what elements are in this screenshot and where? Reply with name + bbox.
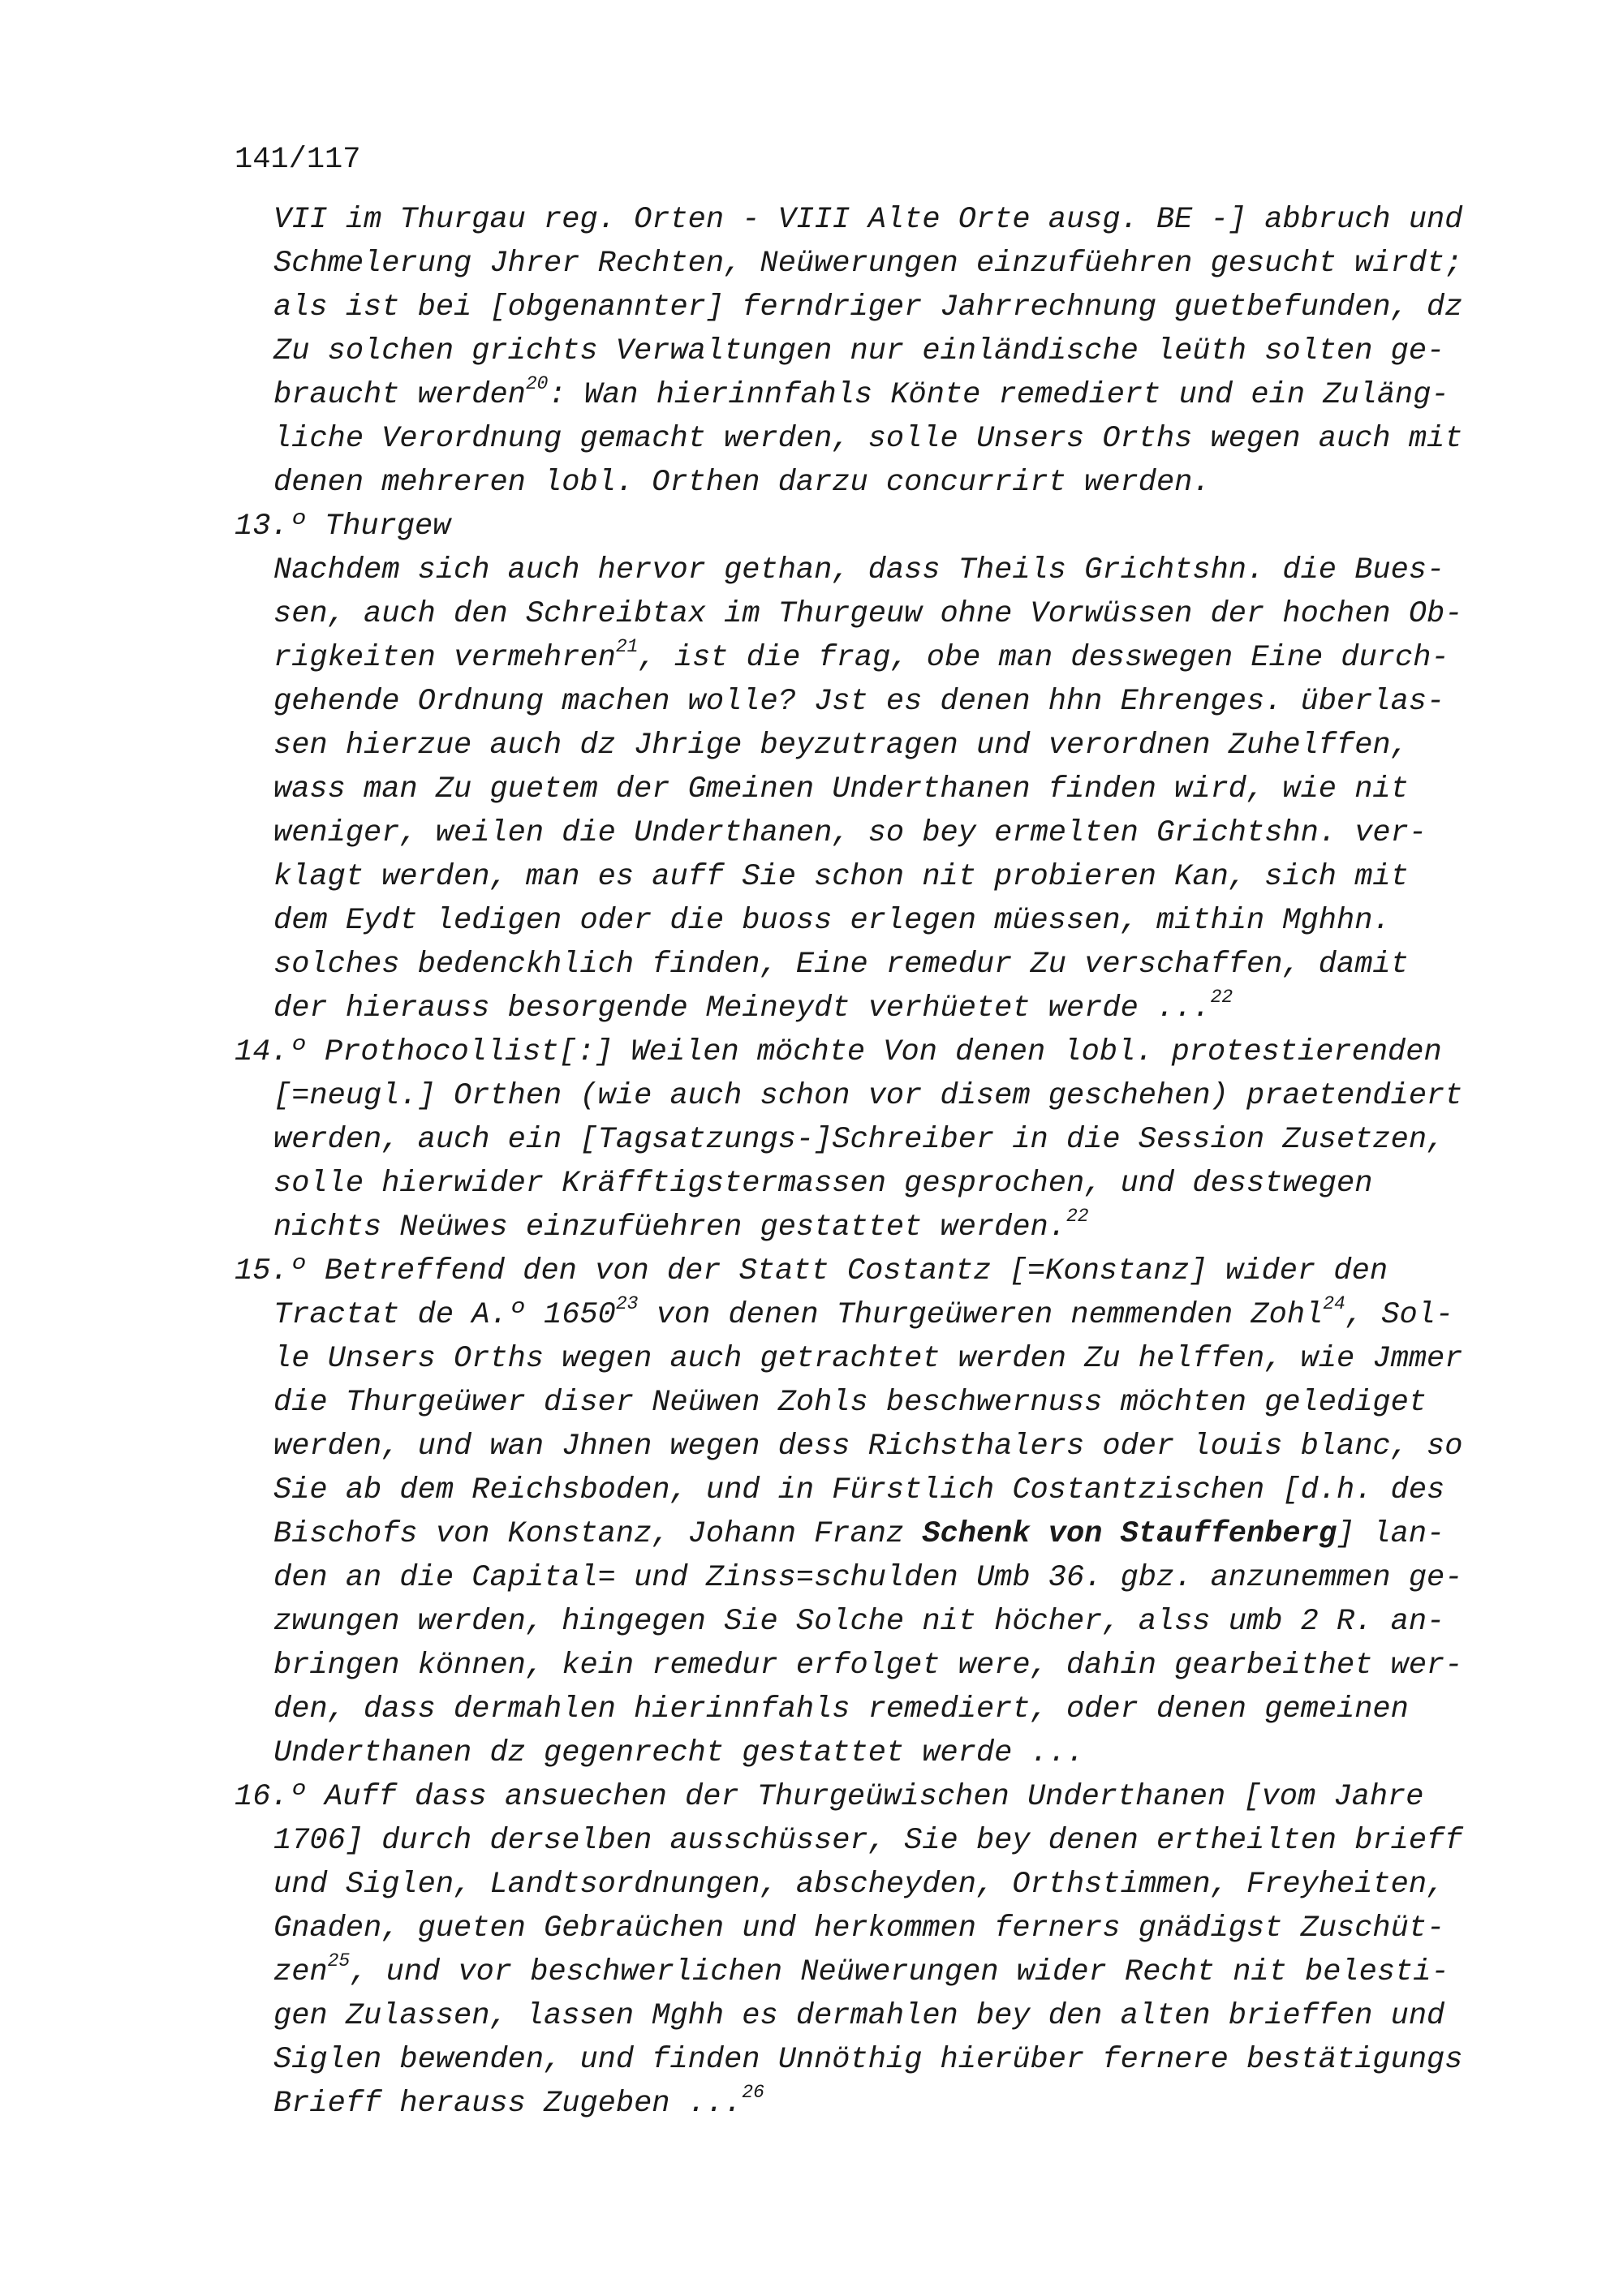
text-line: [273, 724, 1500, 767]
line-text: , ist die frag, obe man desswegen Eine durch-: [638, 641, 1449, 675]
text-line: [273, 1863, 1500, 1907]
line-text: Siglen bewenden, und finden Unnöthig hierüber fernere bestätigungs: [273, 2043, 1463, 2077]
text-line: [273, 1950, 1500, 1994]
line-text: und Siglen, Landtsordnungen, abscheyden, Orthstimmen, Freyheiten,: [273, 1868, 1445, 1902]
line-text: als ist bei [obgenannter] ferndriger Jahrrechnung guetbefunden, dz: [273, 290, 1463, 325]
line-text: klagt werden, man es auff Sie schon nit probieren Kan, sich mit: [273, 860, 1409, 894]
text-line: [273, 1644, 1500, 1688]
line-text: den, dass dermahlen hierinnfahls remediert, oder denen gemeinen: [273, 1692, 1409, 1726]
line-text: den an die Capital= und Zinss=schulden Umb 36. gbz. anzunemmen ge-: [273, 1561, 1463, 1595]
text-line: [273, 1425, 1500, 1468]
line-text: braucht werden: [273, 378, 526, 412]
text-line: [273, 680, 1500, 724]
line-text: Gnaden, gueten Gebraüchen und herkommen ferners gnädigst Zuschüt-: [273, 1911, 1445, 1946]
text-line: [273, 1688, 1500, 1731]
line-text: von denen Thurgeüweren nemmenden Zohl: [638, 1298, 1324, 1332]
text-line: [273, 198, 1500, 242]
line-text: denen mehreren lobl. Orthen darzu concurrirt werden.: [273, 466, 1211, 500]
footnote-marker: 23: [615, 1292, 639, 1314]
line-text: Nachdem sich auch hervor gethan, dass Theils Grichtshn. die Bues-: [273, 553, 1445, 587]
line-text: weniger, weilen die Underthanen, so bey ermelten Grichtshn. ver-: [273, 816, 1427, 850]
text-line: [273, 636, 1500, 680]
text-line: [273, 1907, 1500, 1950]
line-text: Schmelerung Jhrer Rechten, Neüwerungen einzufüehren gesucht wirdt;: [273, 247, 1463, 281]
line-text: [=neugl.] Orthen (wie auch schon vor disem geschehen) praetendiert: [273, 1079, 1463, 1113]
text-line: [273, 1819, 1500, 1863]
footnote-marker: 25: [327, 1950, 351, 1971]
text-line: [273, 329, 1500, 373]
text-line: [273, 1337, 1500, 1381]
line-text: Sie ab dem Reichsboden, und in Fürstlich Costantzischen [d.h. des: [273, 1473, 1445, 1507]
section-heading-line: [235, 1030, 1500, 1074]
line-text: Brieff herauss Zugeben ...: [273, 2087, 743, 2121]
line-text: 16.º Auff dass ansuechen der Thurgeüwischen Underthanen [vom Jahre: [235, 1780, 1424, 1814]
section-heading-line: [235, 1775, 1500, 1819]
line-text: sen hierzue auch dz Jhrige beyzutragen und verordnen Zuhelffen,: [273, 729, 1409, 763]
page-number: 141/117: [235, 143, 361, 177]
text-line: [273, 1206, 1500, 1249]
text-line: [273, 548, 1500, 592]
line-text: 15.º Betreffend den von der Statt Costantz [=Konstanz] wider den: [235, 1254, 1388, 1288]
line-text: 13.º Thurgew: [235, 510, 451, 544]
footnote-marker: 22: [1065, 1205, 1089, 1227]
text-line: [273, 1074, 1500, 1118]
line-text: der hierauss besorgende Meineydt verhüetet werde ...: [273, 991, 1211, 1025]
line-text: die Thurgeüwer diser Neüwen Zohls beschwernuss möchten gelediget: [273, 1386, 1427, 1420]
line-text: bringen können, kein remedur erfolget were, dahin gearbeithet wer-: [273, 1649, 1463, 1683]
text-line: [273, 1731, 1500, 1775]
text-line: [273, 417, 1500, 461]
footnote-marker: 26: [742, 2081, 764, 2103]
line-text: wass man Zu guetem der Gmeinen Underthanen finden wird, wie nit: [273, 772, 1409, 806]
line-text: nichts Neüwes einzufüehren gestattet werden.: [273, 1210, 1066, 1245]
line-text: solle hierwider Kräfftigstermassen gesprochen, und desstwegen: [273, 1167, 1373, 1201]
section-heading-line: [235, 505, 1500, 548]
line-text: le Unsers Orths wegen auch getrachtet werden Zu helffen, wie Jmmer: [273, 1342, 1463, 1376]
line-text: Tractat de A.º 1650: [273, 1298, 616, 1332]
line-text: liche Verordnung gemacht werden, solle Unsers Orths wegen auch mit: [273, 422, 1463, 456]
text-line: [273, 286, 1500, 329]
text-line: [273, 987, 1500, 1030]
text-line: [273, 242, 1500, 286]
text-line: [273, 767, 1500, 811]
line-text: VII im Thurgau reg. Orten - VIII Alte Orte ausg. BE -] abbruch und: [273, 203, 1463, 237]
text-line: [273, 1600, 1500, 1644]
text-line: [273, 2038, 1500, 2082]
line-text: , und vor beschwerlichen Neüwerungen wider Recht nit belesti-: [350, 1955, 1449, 1989]
line-text: solches bedenckhlich finden, Eine remedur Zu verschaffen, damit: [273, 948, 1409, 982]
text-line: [273, 592, 1500, 636]
line-text: gen Zulassen, lassen Mghh es dermahlen bey den alten brieffen und: [273, 1999, 1445, 2033]
line-text: zwungen werden, hingegen Sie Solche nit höcher, alss umb 2 R. an-: [273, 1605, 1445, 1639]
line-text: 14.º Prothocollist[:] Weilen möchte Von denen lobl. protestierenden: [235, 1035, 1442, 1069]
text-line: [273, 1556, 1500, 1600]
footnote-marker: 24: [1323, 1292, 1345, 1314]
line-text: werden, auch ein [Tagsatzungs-]Schreiber in die Session Zusetzen,: [273, 1123, 1445, 1157]
text-line: [273, 1293, 1500, 1337]
footnote-marker: 21: [615, 635, 639, 657]
line-text: rigkeiten vermehren: [273, 641, 616, 675]
text-line: [273, 1162, 1500, 1206]
text-line: [273, 1994, 1500, 2038]
text-line: [273, 811, 1500, 855]
text-line: [273, 1118, 1500, 1162]
text-line: [273, 373, 1500, 417]
line-text: : Wan hierinnfahls Könte remediert und ein Zuläng-: [548, 378, 1449, 412]
text-line: [273, 1512, 1500, 1556]
text-line: [273, 2082, 1500, 2126]
line-text: Underthanen dz gegenrecht gestattet werde ...: [273, 1736, 1085, 1770]
line-text: gehende Ordnung machen wolle? Jst es denen hhn Ehrenges. überlas-: [273, 685, 1445, 719]
line-text: , Sol-: [1345, 1298, 1454, 1332]
text-line: [273, 1381, 1500, 1425]
text-line: [273, 899, 1500, 943]
line-text: zen: [273, 1955, 328, 1989]
footnote-marker: 22: [1210, 986, 1233, 1008]
line-text: Zu solchen grichts Verwaltungen nur einländische leüth solten ge-: [273, 334, 1445, 368]
line-text: dem Eydt ledigen oder die buoss erlegen müessen, mithin Mghhn.: [273, 904, 1391, 938]
document-body: [235, 198, 1500, 2126]
text-line: [273, 1468, 1500, 1512]
text-line: [273, 943, 1500, 987]
section-heading-line: [235, 1249, 1500, 1293]
line-text: sen, auch den Schreibtax im Thurgeuw ohne Vorwüssen der hochen Ob-: [273, 597, 1463, 631]
line-text: ] lan-: [1337, 1517, 1445, 1551]
text-line: [273, 855, 1500, 899]
bold-name: Schenk von Stauffenberg: [922, 1517, 1337, 1551]
line-text: 1706] durch derselben ausschüsser, Sie bey denen ertheilten brieff: [273, 1824, 1463, 1858]
line-text: Bischofs von Konstanz, Johann Franz: [273, 1517, 923, 1551]
text-line: [273, 461, 1500, 505]
line-text: werden, und wan Jhnen wegen dess Richsthalers oder louis blanc, so: [273, 1430, 1463, 1464]
footnote-marker: 20: [525, 372, 549, 394]
